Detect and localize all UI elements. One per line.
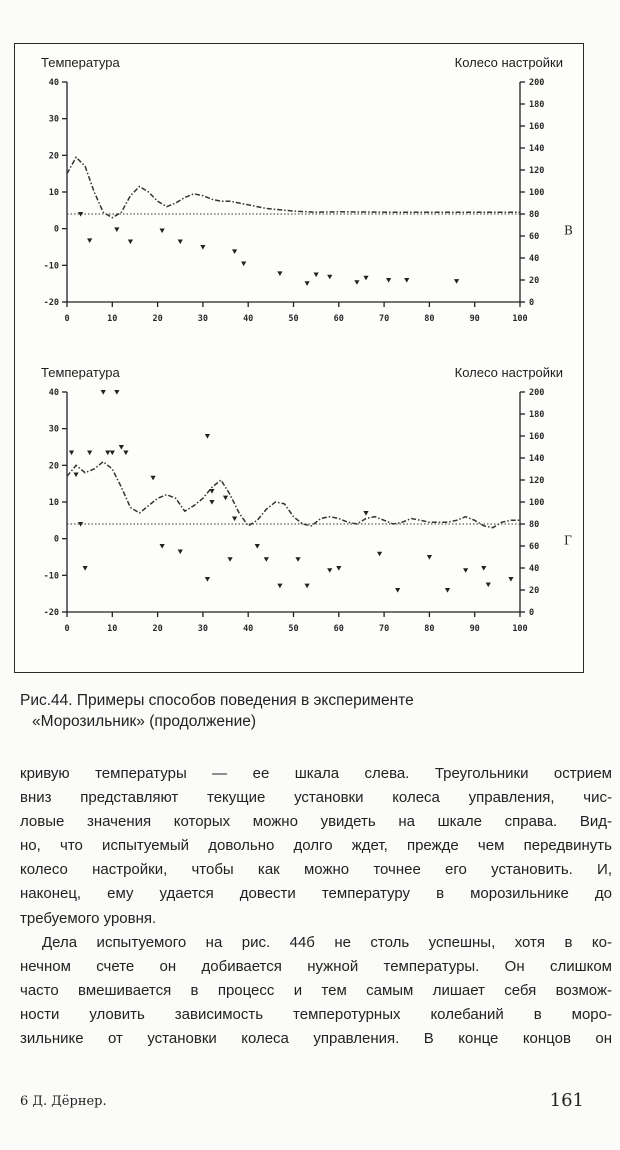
wheel-setting-triangle-marker — [205, 434, 210, 439]
y-right-tick-label: 80 — [529, 520, 540, 530]
x-tick-label: 80 — [424, 624, 435, 634]
y-right-tick-label: 20 — [529, 586, 540, 596]
figure-frame — [14, 43, 584, 673]
y-right-tick-label: 140 — [529, 144, 545, 154]
wheel-setting-triangle-marker — [87, 238, 92, 243]
text-line: вниз представляют текущие установки колеса управления, чис- — [20, 789, 612, 807]
panel-letter: Г — [564, 533, 572, 548]
wheel-setting-triangle-marker — [110, 451, 115, 456]
wheel-setting-triangle-marker — [386, 278, 391, 283]
right-axis-title: Колесо настройки — [454, 365, 563, 380]
wheel-setting-triangle-marker — [178, 240, 183, 245]
y-right-tick-label: 120 — [529, 166, 545, 176]
left-axis-title: Температура — [41, 365, 120, 380]
y-right-tick-label: 40 — [529, 564, 540, 574]
panel-letter: В — [564, 223, 573, 238]
chart-panel-v — [15, 44, 585, 344]
y-left-tick-label: -20 — [43, 608, 59, 618]
x-tick-label: 70 — [378, 624, 390, 634]
text-line: колесо настройки, чтобы как можно точнее его установить. И, — [20, 861, 612, 879]
y-right-tick-label: 120 — [529, 476, 545, 486]
y-right-tick-label: 100 — [529, 498, 545, 508]
caption-line: «Морозильник» (продолжение) — [32, 713, 257, 730]
wheel-setting-triangle-marker — [83, 566, 88, 571]
y-left-tick-label: -10 — [43, 261, 59, 272]
y-left-tick-label: 20 — [48, 151, 59, 162]
wheel-setting-triangle-marker — [209, 500, 214, 505]
wheel-setting-triangle-marker — [227, 557, 232, 562]
wheel-setting-triangle-marker — [508, 577, 513, 582]
x-tick-label: 90 — [469, 314, 480, 324]
wheel-setting-triangle-marker — [354, 280, 359, 285]
wheel-setting-triangle-marker — [327, 275, 332, 280]
wheel-setting-triangle-marker — [486, 583, 491, 588]
wheel-setting-triangle-marker — [105, 451, 110, 456]
y-right-tick-label: 200 — [529, 388, 545, 398]
x-tick-label: 50 — [288, 624, 299, 634]
wheel-setting-triangle-marker — [277, 271, 282, 276]
text-line: кривую температуры — ее шкала слева. Треугольники острием — [20, 765, 612, 782]
x-tick-label: 0 — [64, 624, 70, 634]
footer-author: 6 Д. Дёрнер. — [20, 1094, 107, 1109]
x-tick-label: 60 — [333, 314, 344, 324]
text-line: ности уловить зависимость темпеpотурных колебаний в моро- — [20, 1005, 612, 1023]
temperature-series-line — [67, 157, 520, 218]
text-line: ловые значения которых можно увидеть на шкале справа. Вид- — [20, 813, 612, 831]
x-tick-label: 70 — [378, 314, 390, 324]
text-line: но, что испытуемый довольно долго ждет, прежде чем передвинуть — [20, 837, 612, 855]
wheel-setting-triangle-marker — [327, 568, 332, 573]
y-right-tick-label: 160 — [529, 122, 545, 132]
wheel-setting-triangle-marker — [223, 496, 228, 501]
caption-line: Рис.44. Примеры способов поведения в эксперименте — [20, 692, 414, 709]
text-line: нечном счете он добивается нужной температуры. Он слишком — [20, 957, 612, 975]
wheel-setting-triangle-marker — [114, 227, 119, 232]
y-left-tick-label: 0 — [53, 224, 59, 235]
wheel-setting-triangle-marker — [314, 273, 319, 278]
wheel-setting-triangle-marker — [205, 577, 210, 582]
y-left-tick-label: 40 — [48, 78, 59, 88]
y-left-tick-label: 0 — [53, 534, 59, 545]
y-right-tick-label: 180 — [529, 410, 545, 420]
text-line: наконец, ему удается довести температуру в морозильнике до — [20, 885, 612, 903]
wheel-setting-triangle-marker — [404, 278, 409, 283]
wheel-setting-triangle-marker — [101, 390, 106, 395]
wheel-setting-triangle-marker — [336, 566, 341, 571]
right-axis-title: Колесо настройки — [454, 55, 563, 70]
wheel-setting-triangle-marker — [160, 229, 165, 234]
x-tick-label: 60 — [333, 624, 344, 634]
x-tick-label: 80 — [424, 314, 435, 324]
text-line: зильнике от установки колеса управления. В конце концов он — [20, 1030, 612, 1048]
y-left-tick-label: 30 — [48, 114, 59, 125]
x-tick-label: 20 — [152, 314, 163, 324]
temperature-series-line — [67, 462, 520, 528]
x-tick-label: 30 — [197, 624, 209, 634]
wheel-setting-triangle-marker — [454, 279, 459, 284]
x-tick-label: 10 — [107, 314, 118, 324]
wheel-setting-triangle-marker — [395, 588, 400, 593]
wheel-setting-triangle-marker — [200, 245, 205, 250]
x-tick-label: 40 — [243, 624, 254, 634]
body-text — [20, 762, 612, 1051]
y-left-tick-label: 30 — [48, 424, 59, 435]
wheel-setting-triangle-marker — [128, 240, 133, 245]
y-right-tick-label: 200 — [529, 78, 545, 88]
chart-panel-g — [15, 354, 585, 654]
x-tick-label: 0 — [64, 314, 70, 324]
y-right-tick-label: 100 — [529, 188, 545, 198]
x-tick-label: 100 — [512, 314, 528, 324]
y-left-tick-label: 20 — [48, 461, 59, 472]
y-right-tick-label: 60 — [529, 232, 540, 242]
page-number: 161 — [549, 1090, 584, 1111]
y-right-tick-label: 20 — [529, 276, 540, 286]
wheel-setting-triangle-marker — [69, 451, 74, 456]
wheel-setting-triangle-marker — [304, 584, 309, 589]
x-tick-label: 30 — [197, 314, 209, 324]
wheel-setting-triangle-marker — [87, 451, 92, 456]
wheel-setting-triangle-marker — [363, 511, 368, 516]
y-left-tick-label: -20 — [43, 298, 59, 308]
wheel-setting-triangle-marker — [73, 473, 78, 478]
x-tick-label: 50 — [288, 314, 299, 324]
y-right-tick-label: 180 — [529, 100, 545, 110]
wheel-setting-triangle-marker — [160, 544, 165, 549]
wheel-setting-triangle-marker — [241, 262, 246, 267]
y-right-tick-label: 160 — [529, 432, 545, 442]
wheel-setting-triangle-marker — [255, 544, 260, 549]
wheel-setting-triangle-marker — [114, 390, 119, 395]
text-line: Дела испытуемого на рис. 44б не столь успешны, хотя в ко- — [42, 933, 612, 951]
wheel-setting-triangle-marker — [463, 568, 468, 573]
x-tick-label: 100 — [512, 624, 528, 634]
wheel-setting-triangle-marker — [178, 550, 183, 555]
y-left-tick-label: -10 — [43, 571, 59, 582]
y-right-tick-label: 80 — [529, 210, 540, 220]
wheel-setting-triangle-marker — [123, 451, 128, 456]
y-left-tick-label: 40 — [48, 388, 59, 398]
wheel-setting-triangle-marker — [445, 588, 450, 593]
x-tick-label: 40 — [243, 314, 254, 324]
x-tick-label: 90 — [469, 624, 480, 634]
wheel-setting-triangle-marker — [304, 281, 309, 286]
wheel-setting-triangle-marker — [295, 557, 300, 562]
wheel-setting-triangle-marker — [264, 557, 269, 562]
y-right-tick-label: 0 — [529, 608, 535, 618]
wheel-setting-triangle-marker — [209, 489, 214, 494]
y-right-tick-label: 40 — [529, 254, 540, 264]
x-tick-label: 10 — [107, 624, 118, 634]
wheel-setting-triangle-marker — [481, 566, 486, 571]
wheel-setting-triangle-marker — [232, 517, 237, 522]
text-line: часто вмешивается в процесс и тем самым лишает себя возмож- — [20, 981, 612, 999]
y-right-tick-label: 140 — [529, 454, 545, 464]
y-left-tick-label: 10 — [48, 498, 59, 508]
left-axis-title: Температура — [41, 55, 120, 70]
wheel-setting-triangle-marker — [277, 584, 282, 589]
wheel-setting-triangle-marker — [363, 276, 368, 281]
y-right-tick-label: 0 — [529, 298, 535, 308]
x-tick-label: 20 — [152, 624, 163, 634]
y-right-tick-label: 60 — [529, 542, 540, 552]
wheel-setting-triangle-marker — [232, 249, 237, 254]
wheel-setting-triangle-marker — [427, 555, 432, 560]
wheel-setting-triangle-marker — [377, 552, 382, 557]
figure-caption — [20, 690, 590, 732]
y-left-tick-label: 10 — [48, 188, 59, 198]
text-line: требуемого уровня. — [20, 909, 157, 927]
wheel-setting-triangle-marker — [150, 476, 155, 481]
wheel-setting-triangle-marker — [119, 445, 124, 450]
